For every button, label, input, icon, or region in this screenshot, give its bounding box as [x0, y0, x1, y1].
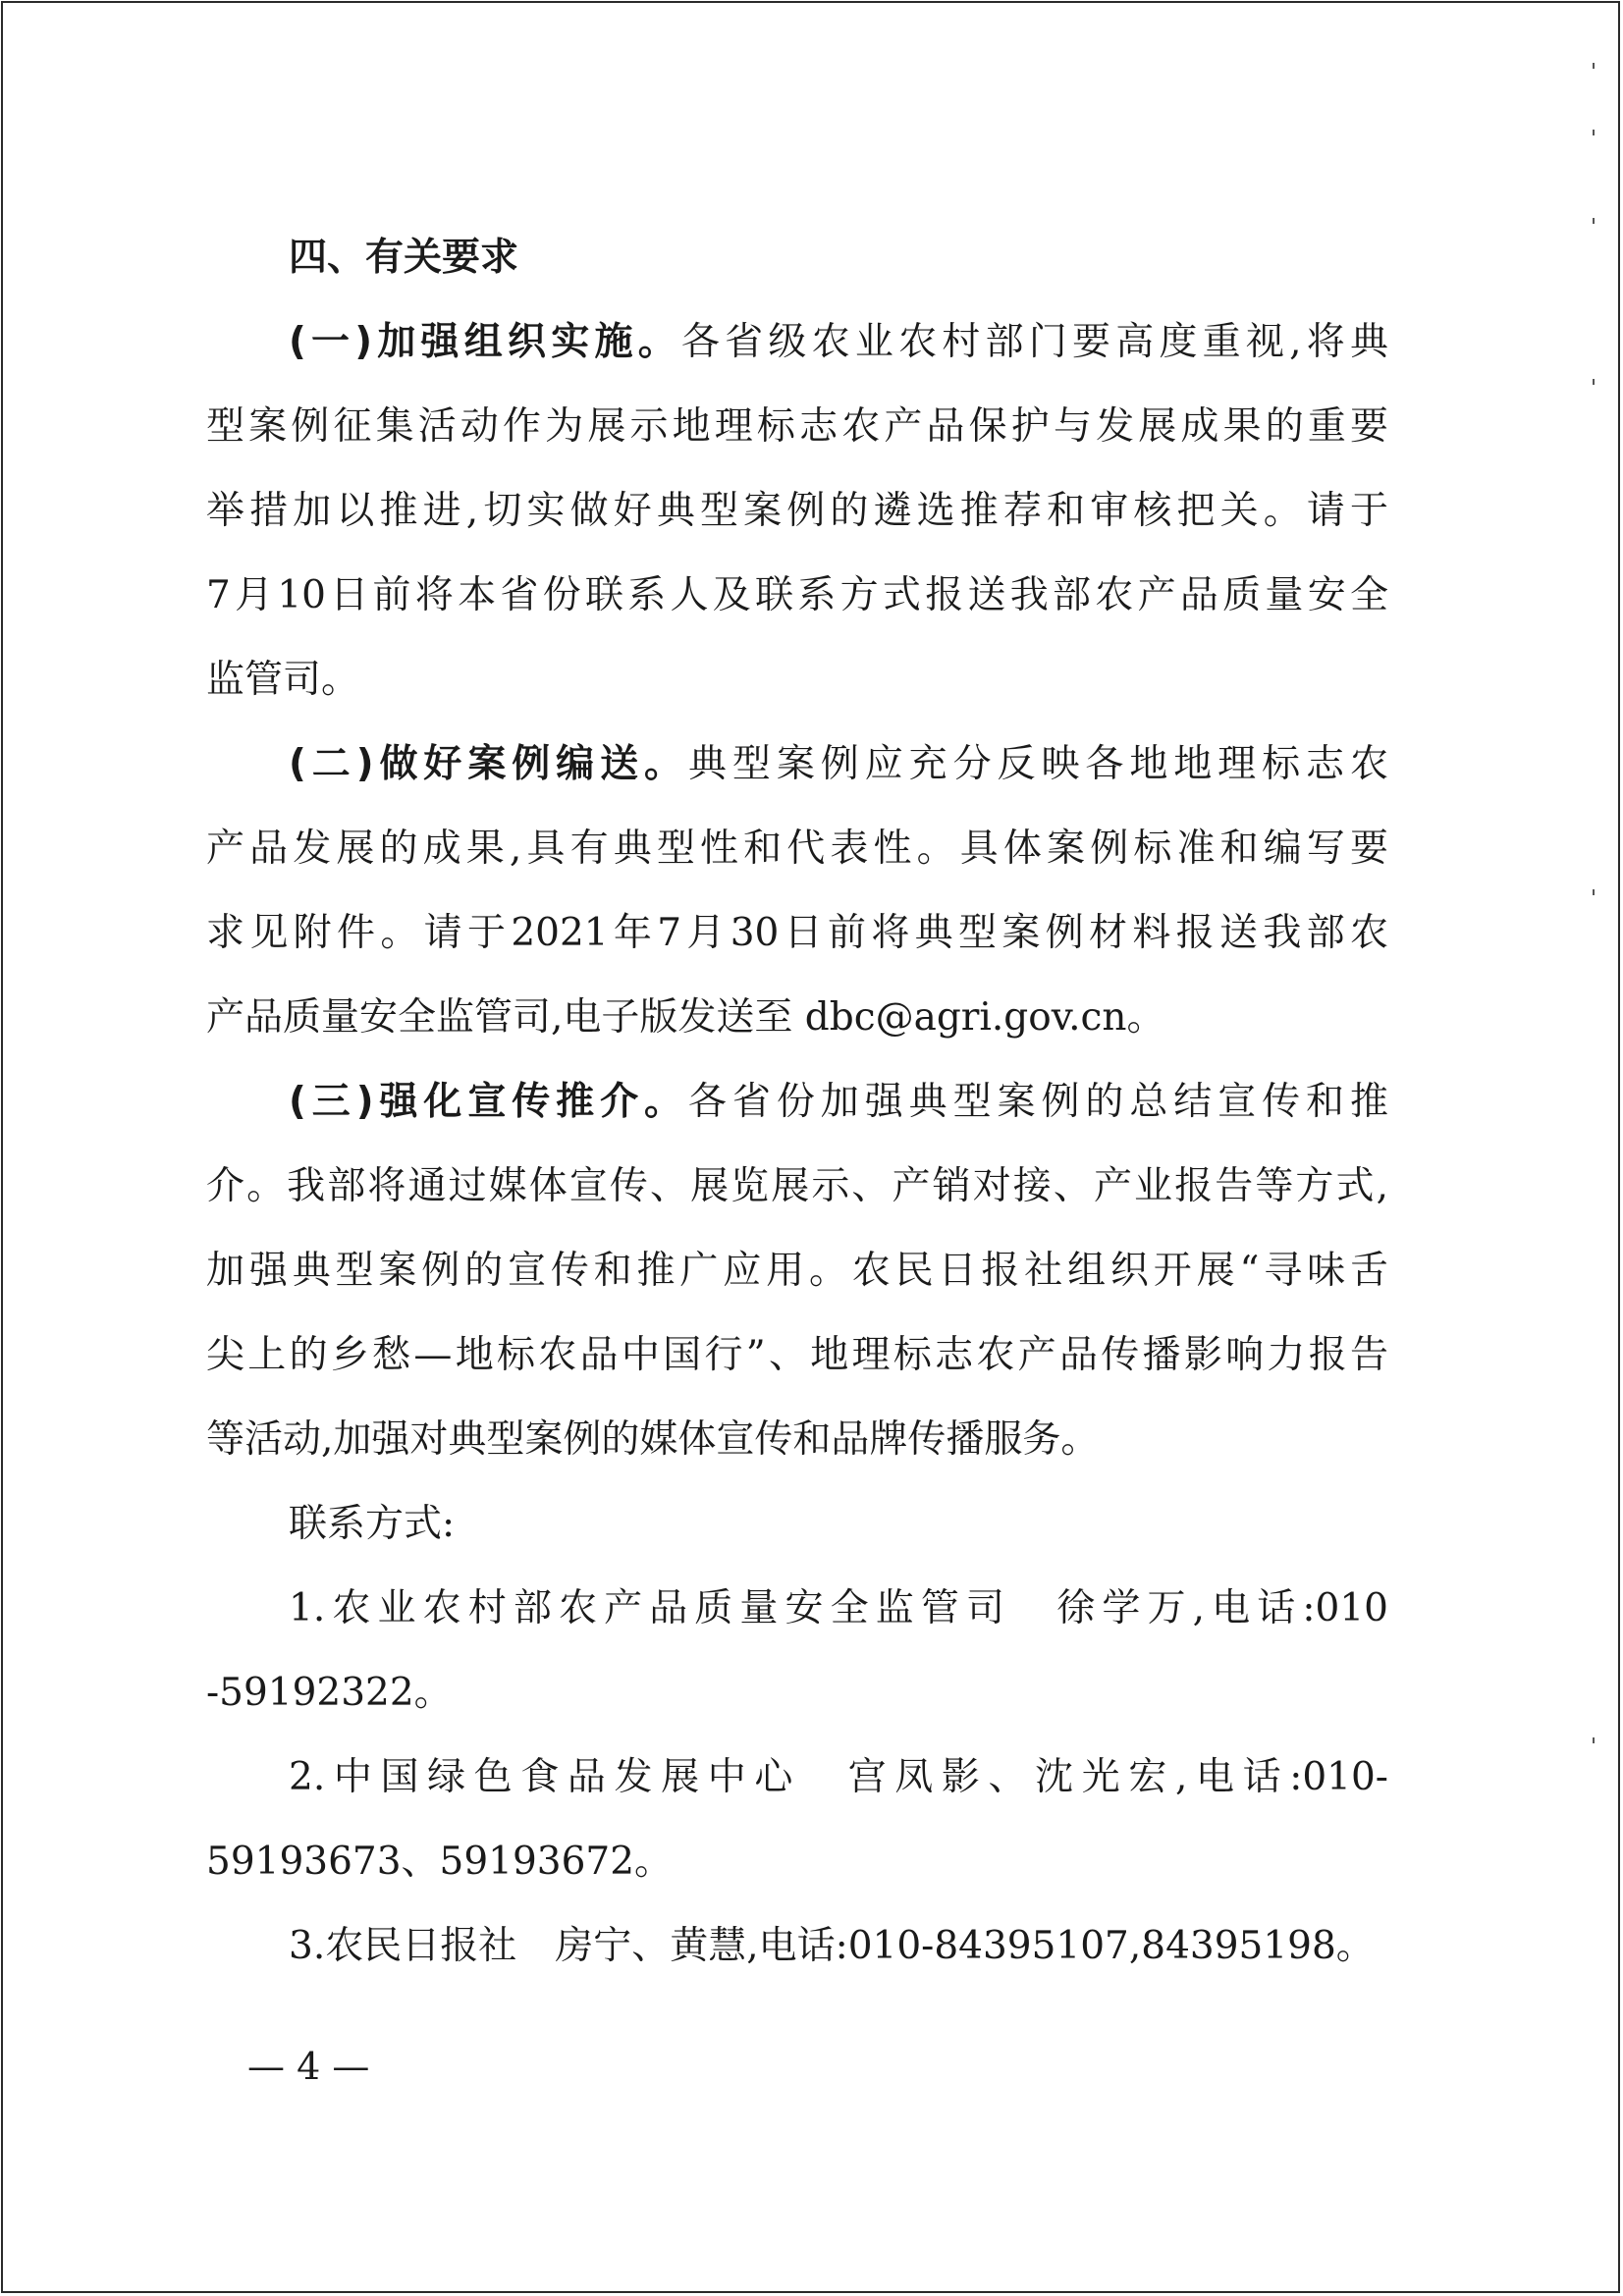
- paragraph-3-line-5: 等活动,加强对典型案例的媒体宣传和品牌传播服务。: [206, 1417, 1100, 1462]
- paragraph-2-label: (二)做好案例编送。: [289, 742, 688, 786]
- paragraph-3-line-1: [289, 1078, 1388, 1127]
- contact-3-line-1: 3.农民日报社 房宁、黄慧,电话:010-84395107,84395198。: [289, 1924, 1375, 1968]
- paragraph-2-line-1: [289, 740, 1388, 789]
- contact-2-line-2: 59193673、59193672。: [206, 1840, 674, 1884]
- paragraph-2-text: 典型案例应充分反映各地地理标志农: [687, 742, 1388, 786]
- paragraph-1-line-1: [289, 318, 1388, 367]
- scan-mark: [1593, 218, 1595, 224]
- contact-2-line-1: 2.中国绿色食品发展中心 宫凤影、沈光宏,电话:010-: [289, 1755, 1388, 1799]
- section-heading: 四、有关要求: [289, 236, 519, 280]
- scan-mark: [1593, 1737, 1595, 1743]
- scan-mark: [1593, 379, 1595, 385]
- paragraph-3-text: 各省份加强典型案例的总结宣传和推: [687, 1080, 1388, 1124]
- contact-heading: 联系方式:: [289, 1502, 456, 1546]
- contact-1-line-1: 1.农业农村部农产品质量安全监管司 徐学万,电话:010: [289, 1586, 1388, 1630]
- paragraph-3-line-2: 介。我部将通过媒体宣传、展览展示、产销对接、产业报告等方式,: [206, 1164, 1388, 1208]
- paragraph-2-line-4: 产品质量安全监管司,电子版发送至 dbc@agri.gov.cn。: [206, 995, 1165, 1040]
- paragraph-2-line-3: 求见附件。请于2021年7月30日前将典型案例材料报送我部农: [206, 911, 1388, 955]
- paragraph-3-line-4: 尖上的乡愁—地标农品中国行”、地理标志农产品传播影响力报告: [206, 1333, 1388, 1377]
- paragraph-1-text: 各省级农业农村部门要高度重视,将典: [680, 320, 1388, 364]
- paragraph-1-line-4: 7月10日前将本省份联系人及联系方式报送我部农产品质量安全: [206, 573, 1388, 617]
- paragraph-1-line-5: 监管司。: [206, 658, 360, 702]
- paragraph-1-label: (一)加强组织实施。: [289, 320, 681, 364]
- paragraph-1-line-3: 举措加以推进,切实做好典型案例的遴选推荐和审核把关。请于: [206, 489, 1388, 533]
- paragraph-3-label: (三)强化宣传推介。: [289, 1080, 688, 1124]
- page-number: — 4 —: [247, 2045, 370, 2088]
- scan-mark: [1593, 63, 1595, 69]
- scan-mark: [1593, 130, 1595, 135]
- paragraph-1-line-2: 型案例征集活动作为展示地理标志农产品保护与发展成果的重要: [206, 404, 1388, 449]
- contact-1-line-2: -59192322。: [206, 1671, 453, 1715]
- scan-mark: [1593, 889, 1595, 895]
- paragraph-2-line-2: 产品发展的成果,具有典型性和代表性。具体案例标准和编写要: [206, 827, 1388, 871]
- paragraph-3-line-3: 加强典型案例的宣传和推广应用。农民日报社组织开展“寻味舌: [206, 1249, 1388, 1293]
